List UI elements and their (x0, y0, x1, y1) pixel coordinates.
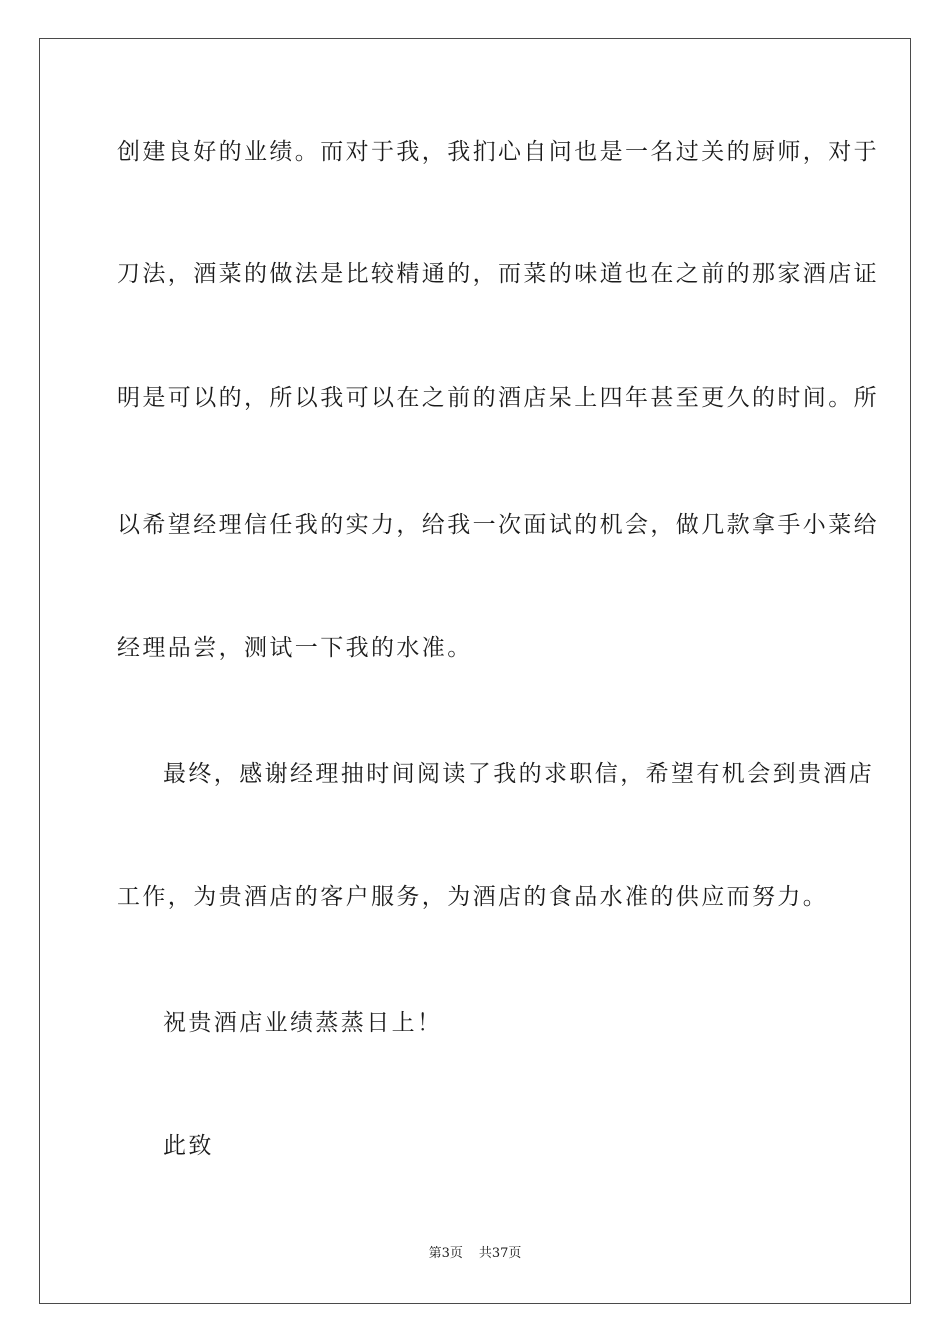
page-footer (0, 1245, 950, 1263)
body-text-line: 最终，感谢经理抽时间阅读了我的求职信，希望有机会到贵酒店 (163, 761, 875, 787)
body-text-line: 工作，为贵酒店的客户服务，为酒店的食品水准的供应而努力。 (117, 884, 829, 910)
closing-line: 此致 (163, 1133, 214, 1159)
body-text-line: 刀法，酒菜的做法是比较精通的，而菜的味道也在之前的那家酒店证 (117, 261, 879, 287)
body-text-line: 明是可以的，所以我可以在之前的酒店呆上四年甚至更久的时间。所 (117, 385, 879, 411)
page-total: 共37页 (478, 1246, 522, 1261)
page-number: 第3页 (428, 1246, 463, 1261)
greeting-line: 祝贵酒店业绩蒸蒸日上！ (163, 1010, 443, 1036)
body-text-line: 经理品尝，测试一下我的水准。 (117, 635, 473, 661)
page-border (39, 38, 911, 1304)
body-text-line: 以希望经理信任我的实力，给我一次面试的机会，做几款拿手小菜给 (117, 512, 879, 538)
body-text-line: 创建良好的业绩。而对于我，我扪心自问也是一名过关的厨师，对于 (117, 139, 879, 165)
